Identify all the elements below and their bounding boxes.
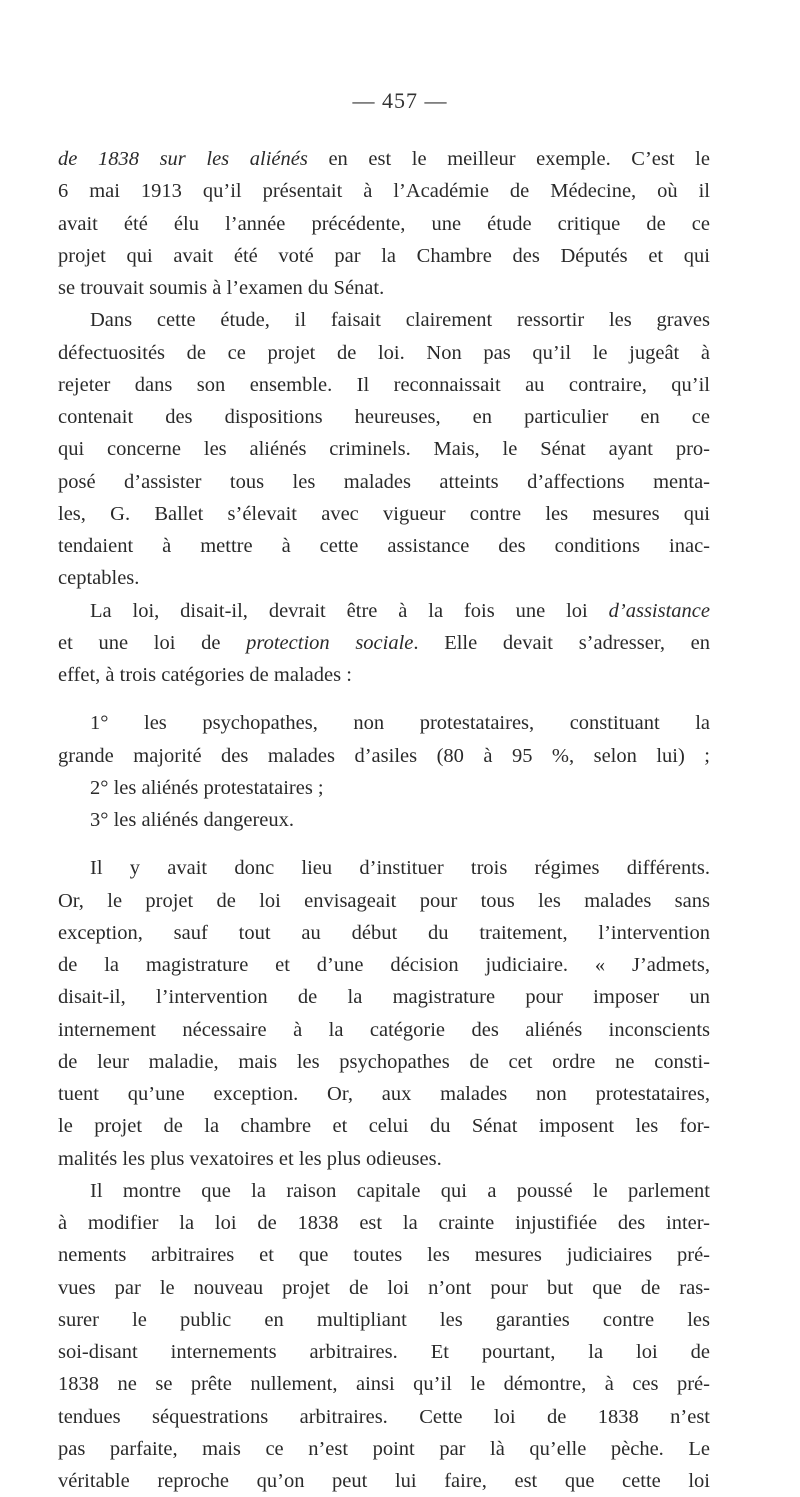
text-line <box>58 466 710 498</box>
page-number: — 457 — <box>352 88 448 113</box>
text-line <box>58 304 710 336</box>
text-line <box>58 175 710 207</box>
text-run: malités les plus vexatoires et les plus odieuses. <box>58 1147 442 1170</box>
text-line <box>58 1014 710 1046</box>
text-line <box>58 627 710 659</box>
text-line <box>58 949 710 981</box>
text-run: rejeter dans son ensemble. Il reconnaissait au contraire, qu’il <box>58 373 710 396</box>
text-run: 3° les aliénés dangereux. <box>90 809 295 831</box>
text-run: projet qui avait été voté par la Chambre des Députés et qui <box>58 244 710 267</box>
text-line <box>58 401 710 433</box>
paragraph <box>58 595 710 692</box>
text-line <box>58 1175 710 1207</box>
text-run: 1° les psychopathes, non protestataires, constituant la <box>90 712 710 735</box>
italic-text: protection sociale <box>246 631 414 654</box>
text-line <box>58 433 710 465</box>
text-line <box>58 659 710 691</box>
text-run: en est le meilleur exemple. C’est le <box>307 148 710 170</box>
text-run: posé d’assister tous les malades atteints d’affections menta- <box>58 470 710 493</box>
text-line <box>58 1207 710 1239</box>
text-run: internement nécessaire à la catégorie des aliénés inconscients <box>58 1018 710 1041</box>
text-run: nements arbitraires et que toutes les mesures judiciaires pré- <box>58 1244 710 1267</box>
text-run: défectuosités de ce projet de loi. Non pas qu’il le jugeât à <box>58 341 710 364</box>
text-line <box>58 1110 710 1142</box>
paragraph <box>58 304 710 594</box>
text-run: Il y avait donc lieu d’instituer trois régimes différents. <box>90 857 710 880</box>
text-line <box>58 981 710 1013</box>
text-run: grande majorité des malades d’asiles (80 à 95 %, selon lui) ; <box>58 744 710 767</box>
text-run: 6 mai 1913 qu’il présentait à l’Académie de Médecine, où il <box>58 180 710 203</box>
text-run: Il montre que la raison capitale qui a poussé le parlement <box>90 1179 710 1202</box>
text-line <box>58 240 710 272</box>
paragraph-gap <box>58 836 710 852</box>
text-run: 2° les aliénés protestataires ; <box>90 776 324 799</box>
text-run: le projet de la chambre et celui du Sénat imposent les for- <box>58 1115 710 1138</box>
text-line <box>58 852 710 884</box>
text-line <box>58 917 710 949</box>
paragraph <box>58 852 710 1175</box>
text-line <box>58 337 710 369</box>
paragraph-gap <box>58 691 710 707</box>
text-line <box>58 707 710 739</box>
text-run: effet, à trois catégories de malades : <box>58 664 352 686</box>
text-line <box>58 143 710 175</box>
text-line <box>58 272 710 304</box>
italic-text: de 1838 sur les aliénés <box>58 148 308 170</box>
text-run: exception, sauf tout au début du traitement, l’intervention <box>58 921 710 944</box>
text-line <box>58 772 710 804</box>
paragraph <box>58 707 710 836</box>
text-run: les, G. Ballet s’élevait avec vigueur contre les mesures qui <box>58 502 710 525</box>
text-run: Or, le projet de loi envisageait pour tous les malades sans <box>58 889 710 912</box>
text-run: soi-disant internements arbitraires. Et pourtant, la loi de <box>58 1341 710 1363</box>
text-line <box>58 595 710 627</box>
text-run: à modifier la loi de 1838 est la crainte injustifiée des inter- <box>58 1212 710 1234</box>
text-line <box>58 740 710 772</box>
text-run: Dans cette étude, il faisait clairement ressortir les graves <box>90 309 710 332</box>
text-line <box>58 1239 710 1271</box>
text-line <box>58 530 710 562</box>
text-line <box>58 1272 710 1304</box>
text-run: tuent qu’une exception. Or, aux malades non protestataires, <box>58 1083 710 1105</box>
text-line <box>58 369 710 401</box>
text-run: tendues séquestrations arbitraires. Cette loi de 1838 n’est <box>58 1405 710 1428</box>
text-run: vues par le nouveau projet de loi n’ont pour but que de ras- <box>58 1276 710 1299</box>
text-run: . Elle devait s’adresser, en <box>413 631 710 654</box>
text-line <box>58 1336 710 1368</box>
italic-text: d’assistance <box>608 599 710 622</box>
text-run: qui concerne les aliénés criminels. Mais, le Sénat ayant pro- <box>58 438 710 461</box>
text-run: disait-il, l’intervention de la magistrature pour imposer un <box>58 986 710 1009</box>
text-run: avait été élu l’année précédente, une étude critique de ce <box>58 212 710 235</box>
text-run: se trouvait soumis à l’examen du Sénat. <box>58 277 385 299</box>
text-run: surer le public en multipliant les garanties contre les <box>58 1308 710 1331</box>
text-run: tendaient à mettre à cette assistance des conditions inac- <box>58 535 710 557</box>
text-run: ceptables. <box>58 567 140 590</box>
text-line <box>58 1143 710 1175</box>
text-line <box>58 208 710 240</box>
text-run: 1838 ne se prête nullement, ainsi qu’il le démontre, à ces pré- <box>58 1373 710 1396</box>
text-line <box>58 1465 710 1497</box>
text-run: pas parfaite, mais ce n’est point par là qu’elle pèche. Le <box>58 1437 710 1460</box>
text-line <box>58 498 710 530</box>
text-line <box>58 804 710 836</box>
text-run: contenait des dispositions heureuses, en particulier en ce <box>58 406 710 428</box>
text-line <box>58 1078 710 1110</box>
text-run: de leur maladie, mais les psychopathes de cet ordre ne consti- <box>58 1050 710 1073</box>
text-line <box>58 1304 710 1336</box>
text-line <box>58 1046 710 1078</box>
text-line <box>58 1433 710 1465</box>
text-run: véritable reproche qu’on peut lui faire, est que cette loi <box>58 1470 710 1492</box>
paragraph <box>58 1175 710 1497</box>
text-line <box>58 885 710 917</box>
paragraph <box>58 143 710 304</box>
text-run: de la magistrature et d’une décision judiciaire. « J’admets, <box>58 954 710 976</box>
text-run: La loi, disait-il, devrait être à la fois une loi <box>90 599 609 622</box>
body-text <box>58 143 710 1497</box>
text-line <box>58 562 710 594</box>
text-run: et une loi de <box>58 631 247 654</box>
text-line <box>58 1368 710 1400</box>
text-line <box>58 1401 710 1433</box>
